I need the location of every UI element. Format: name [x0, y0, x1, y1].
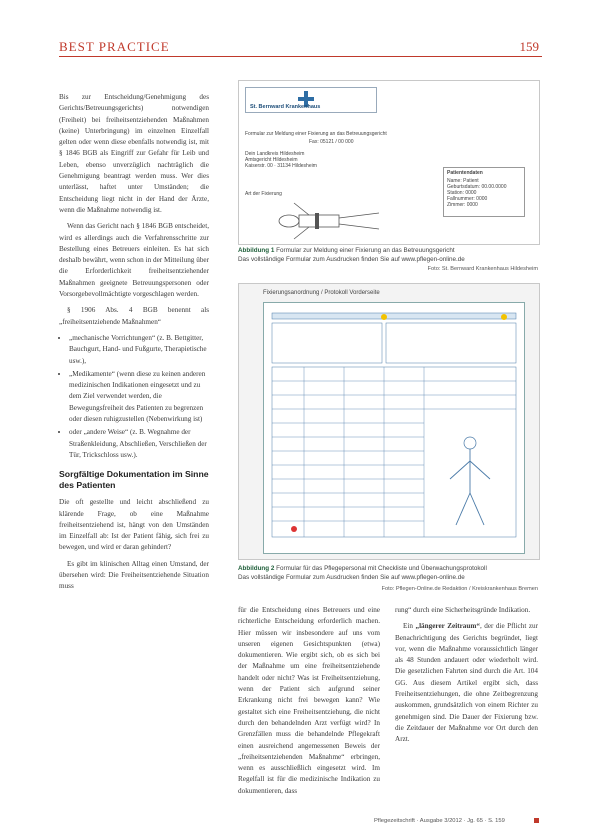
figure-1-credit: Foto: St. Bernward Krankenhaus Hildesheim [427, 266, 538, 272]
paragraph: Die oft gestellte und leicht abschließend zu klärende Frage, ob eine Maßnahme freiheitsentziehend ist, hängt von den Umständen im Einzelfall ab: Ist der Patient fähig, sich frei zu bewegen, und wird er daran gehindert? [59, 498, 209, 552]
column-right [395, 605, 538, 815]
address-line: Amtsgericht Hildesheim [245, 157, 298, 163]
paragraph: rung“ durch eine Sicherheitsgründe Indikation. [395, 606, 531, 614]
section-heading: Sorgfältige Dokumentation im Sinne des Patienten [59, 469, 209, 491]
caption-label: Abbildung 1 [238, 247, 275, 254]
address-line: Kaiserstr. 00 · 31134 Hildesheim [245, 163, 317, 169]
fixation-sketch [249, 199, 399, 241]
box-row: Zimmer: 0000 [447, 202, 478, 208]
bullet-list [59, 333, 209, 461]
column-left [59, 92, 209, 810]
figure-2-image [238, 283, 540, 560]
form-title: Formular zur Meldung einer Fixierung an das Betreuungsgericht [245, 131, 387, 137]
caption-sub: Das vollständige Formular zum Ausdrucken finden Sie auf www.pflegen-online.de [238, 255, 465, 263]
figure-2-credit: Foto: Pflegen-Online.de Redaktion / Kreiskrankenhaus Bremen [381, 586, 538, 592]
list-item: • oder „andere Weise“ (z. B. Wegnahme der Straßenkleidung, Abschließen, Verschließen der Tür, Trickschloss usw.). [69, 427, 209, 461]
box-row: Station: 0000 [447, 190, 477, 196]
paragraph: für die Entscheidung eines Betreuers und eine richterliche Entscheidung erforderlich machen. Hier müssen wir insbesondere auf uns vom unseren eigenen Gesichtspunkten (etwa) dokumentieren. Wie ergibt sich, ob es sich bei der Maßnahme um eine freiheitsentziehende handelt oder nicht? Was ist Freiheitsentziehung, wenn der Patient sich aufgrund seiner Erkrankung nicht frei bewegen kann? Wie gestaltet sich eine Freiheitsentziehung, die nicht durch den behandelnden Arzt verfügt wird? In Grenzfällen muss die behandelnde Pflegekraft einen ausreichend angemessenen Beweis der „freiheitsentziehenden Maßnahme“ erbringen, wenn es ausschließlich eingesetzt wird. Im Regelfall ist für die medizinische Indikation zu dokumentieren, dass [238, 606, 380, 795]
sketch-label: Art der Fixierung [245, 191, 282, 197]
caption-sub: Das vollständige Formular zum Ausdrucken finden Sie auf www.pflegen-online.de [238, 573, 465, 581]
header-rule [59, 56, 542, 57]
figure-1-image [238, 80, 540, 245]
brand-name: St. Bernward Krankenhaus [250, 104, 321, 110]
text-run: Ein [403, 622, 413, 631]
box-row: Name: Patient [447, 178, 479, 184]
patient-data-box [443, 167, 525, 217]
box-row: Geburtsdatum: 00.00.0000 [447, 184, 507, 190]
figure-1-caption [238, 247, 538, 264]
footer-text: Pflegezeitschrift · Ausgabe 3/2012 · Jg. 65 · S. 159 [374, 818, 505, 824]
page-number: 159 [519, 39, 539, 54]
form-title: Fixierungsanordnung / Protokoll Vorderseite [263, 290, 380, 296]
logo-block [245, 87, 377, 113]
box-row: Fallnummer: 0000 [447, 196, 488, 202]
paragraph: Es gibt im klinischen Alltag einen Umstand, der übersehen wird: Die Freiheitsentziehende Situation muss [59, 559, 209, 591]
emphasis: „längerer Zeitraum“ [415, 622, 480, 631]
caption-text: Formular zur Meldung einer Fixierung an das Betreuungsgericht [276, 247, 455, 254]
paragraph: § 1906 Abs. 4 BGB benennt als „freiheitsentziehende Maßnahmen“ [59, 306, 209, 326]
form-sheet [263, 302, 525, 554]
column-middle [238, 605, 380, 815]
paragraph: Wenn das Gericht nach § 1846 BGB entscheidet, wird es allerdings auch die Verfahrensschritte zur Bestellung eines Betreuers einleiten. Es hat sich deshalb bewährt, wenn schon in der Mitteilung über die Erforderlichkeit freiheitsentziehender Maßnahmen geeignete Betreuungspersonen oder Vorsorgebevollmächtigte vorgeschlagen werden. [59, 222, 209, 299]
paragraph: Bis zur Entscheidung/Genehmigung des Gerichts/Betreuungsgerichts) notwendigen (Freiheit) bei freiheitsentziehenden Maßnahmen (keine) Unterbringung) im einzelnen Einzelfall gelten oder wenn diese ebenfalls notwendig ist, mit § 1846 BGB als Eingriff zur Gefahr für Leib und Leben, ebenso unverzüglich nachträglich die Genehmigung beantragt werden muss. Wer dies unterlässt, haftet unter Umständen; die Entscheidung liegt nicht in der Hand der Ärzte, wenn die Maßnahme notwendig ist. [59, 93, 209, 214]
address-block [245, 151, 385, 169]
address-line: Dein Landkreis Hildesheim [245, 151, 305, 157]
figure-2-caption [238, 565, 538, 582]
caption-label: Abbildung 2 [238, 565, 275, 572]
footer-mark [534, 818, 539, 823]
list-item: • „Medikamente“ (wenn diese zu keinen anderen medizinischen Indikationen eingesetzt und zu dem Ziel verwendet werden, die Bewegungsfreiheit des Patienten zu begrenzen oder diesen ruhigzustellen (Nebenwirkung ist) [69, 369, 209, 425]
paragraph [395, 621, 538, 745]
caption-text: Formular für das Pflegepersonal mit Checkliste und Überwachungsprotokoll [276, 565, 487, 572]
fax-line: Fax: 05121 / 00 000 [309, 139, 354, 145]
running-head: BEST PRACTICE [59, 39, 170, 54]
list-item: • „mechanische Vorrichtungen“ (z. B. Bettgitter, Bauchgurt, Hand- und Fußgurte, Therapietische usw.), [69, 333, 209, 367]
text-run: , der die Pflicht zur Benachrichtigung des Gerichts begründet, liegt vor, wenn die Maßnahme voraussichtlich länger als 48 Stunden andauert oder wiederholt wird. Die gesetzlichen Fahrten sind durch die Art. 104 GG. Aus diesem Artikel ergibt sich, dass Freiheitsentziehungen, die ohne Zeitbegrenzung auskommen, grundsätzlich von einem Richter zu genehmigen sind. Die Dauer der Fixierung bzw. die Zeitdauer der Maßnahme vor Ort durch den Arzt. [395, 622, 538, 744]
box-title: Patientendaten [447, 170, 483, 176]
